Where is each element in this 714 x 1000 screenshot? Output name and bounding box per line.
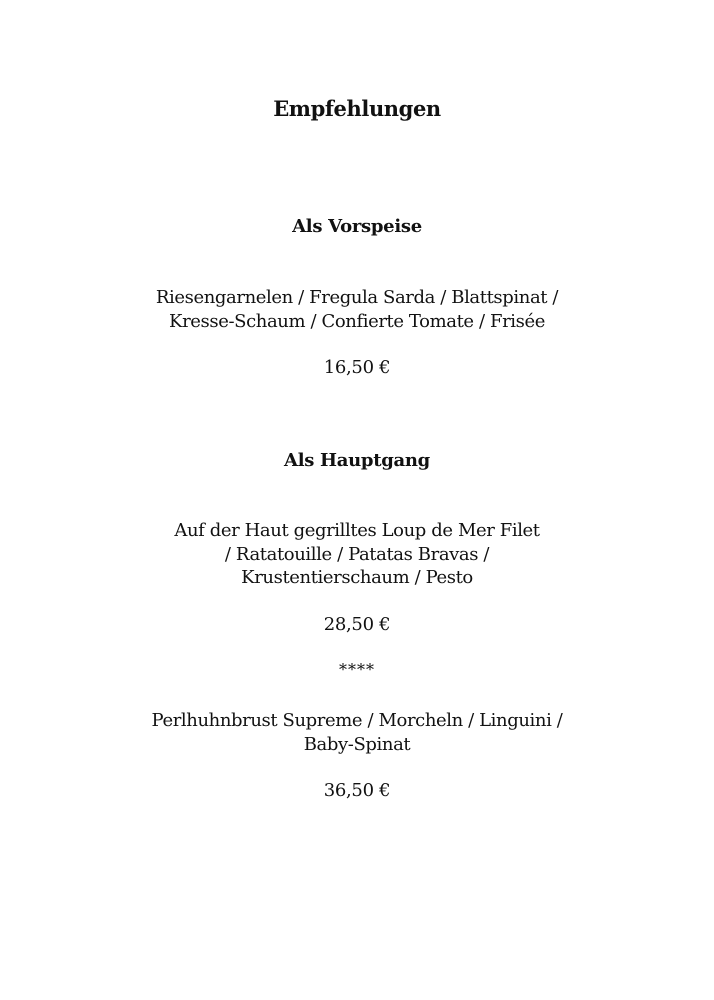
main-heading: Als Hauptgang	[284, 450, 430, 471]
page-title: Empfehlungen	[273, 96, 441, 121]
main-dish1-line-1: Auf der Haut gegrilltes Loup de Mer Filet	[174, 520, 540, 541]
dish-separator: ****	[339, 660, 375, 679]
main-dish1-price: 28,50 €	[323, 614, 391, 635]
main-dish1-line-3: Krustentierschaum / Pesto	[241, 567, 473, 588]
starter-price: 16,50 €	[323, 357, 391, 378]
main-dish2-line-2: Baby-Spinat	[303, 734, 411, 755]
main-dish2-price: 36,50 €	[323, 780, 391, 801]
main-dish2-line-1: Perlhuhnbrust Supreme / Morcheln / Linguini /	[151, 710, 563, 731]
starter-dish-line-2: Kresse-Schaum / Confierte Tomate / Frisée	[169, 311, 545, 332]
main-dish1-line-2: / Ratatouille / Patatas Bravas /	[224, 544, 490, 565]
starter-heading: Als Vorspeise	[292, 216, 422, 237]
starter-dish-line-1: Riesengarnelen / Fregula Sarda / Blattspinat /	[155, 287, 559, 308]
